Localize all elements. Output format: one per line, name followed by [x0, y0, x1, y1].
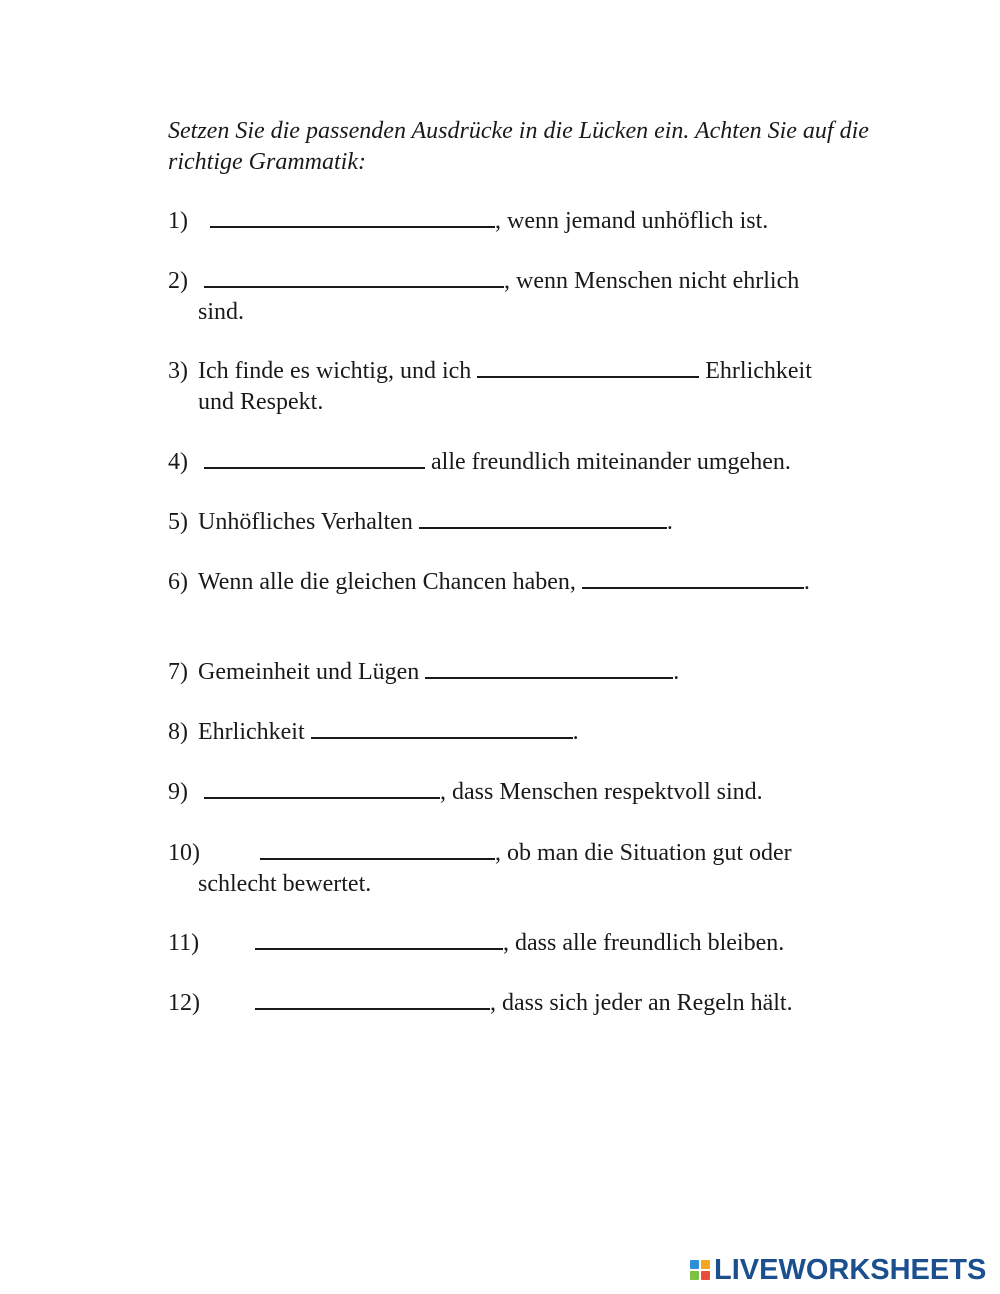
- item-number: 7): [168, 659, 188, 685]
- exercise-item-2: [168, 266, 868, 328]
- item-text-before: Unhöfliches Verhalten: [198, 509, 413, 535]
- item-text-after: .: [666, 509, 673, 535]
- exercise-item-1: [168, 206, 868, 237]
- exercise-item-4: [168, 447, 868, 478]
- logo-text: LIVEWORKSHEETS: [714, 1253, 987, 1286]
- item-number: 10): [168, 840, 200, 866]
- item-text-after: Ehrlichkeit: [705, 358, 812, 384]
- item-text-after: , dass alle freundlich bleiben.: [503, 930, 785, 956]
- item-number: 9): [168, 779, 188, 805]
- item-text-after: .: [572, 719, 579, 745]
- item-number: 4): [168, 449, 188, 475]
- item-text-before: Ich finde es wichtig, und ich: [198, 358, 472, 384]
- exercise-item-11: [168, 928, 868, 959]
- item-number: 8): [168, 719, 188, 745]
- liveworksheets-logo: [690, 1254, 986, 1286]
- item-number: 12): [168, 990, 200, 1016]
- item-number: 2): [168, 268, 188, 294]
- exercise-item-8: [168, 717, 868, 748]
- exercise-item-12: [168, 988, 868, 1019]
- item-text-before: Gemeinheit und Lügen: [198, 659, 420, 685]
- item-text-after: , dass Menschen respektvoll sind.: [440, 779, 763, 805]
- item-text-before: Ehrlichkeit: [198, 719, 305, 745]
- item-text-after: .: [673, 659, 680, 685]
- item-number: 3): [168, 358, 188, 384]
- item-text-before: Wenn alle die gleichen Chancen haben,: [198, 569, 576, 595]
- instructions: Setzen Sie die passenden Ausdrücke in die Lücken ein. Achten Sie auf die richtige Grammatik:: [168, 118, 869, 175]
- answer-blank[interactable]: [204, 447, 425, 469]
- answer-blank[interactable]: [425, 657, 673, 679]
- item-number: 1): [168, 208, 188, 234]
- item-text-after: , wenn Menschen nicht ehrlich: [504, 268, 800, 294]
- answer-blank[interactable]: [260, 838, 495, 860]
- answer-blank[interactable]: [477, 356, 699, 378]
- item-continuation: und Respekt.: [198, 389, 324, 415]
- item-text-after: alle freundlich miteinander umgehen.: [431, 449, 791, 475]
- logo-square: [701, 1271, 710, 1280]
- answer-blank[interactable]: [210, 206, 495, 228]
- item-text-after: , wenn jemand unhöflich ist.: [495, 208, 769, 234]
- answer-blank[interactable]: [419, 507, 667, 529]
- answer-blank[interactable]: [204, 777, 440, 799]
- answer-blank[interactable]: [204, 266, 504, 288]
- exercise-item-3: [168, 356, 868, 418]
- item-text-after: , dass sich jeder an Regeln hält.: [490, 990, 793, 1016]
- logo-square: [690, 1271, 699, 1280]
- item-continuation: schlecht bewertet.: [198, 871, 372, 897]
- answer-blank[interactable]: [311, 717, 573, 739]
- exercise-item-6: [168, 567, 868, 598]
- item-text-after: .: [803, 569, 810, 595]
- exercise-item-5: [168, 507, 868, 538]
- logo-square: [701, 1260, 710, 1269]
- exercise-item-7: [168, 657, 868, 688]
- liveworksheets-logo-icon: [690, 1260, 710, 1280]
- answer-blank[interactable]: [582, 567, 804, 589]
- item-number: 11): [168, 930, 200, 956]
- item-text-after: , ob man die Situation gut oder: [495, 840, 792, 866]
- logo-square: [690, 1260, 699, 1269]
- answer-blank[interactable]: [255, 988, 490, 1010]
- exercise-item-10: [168, 838, 868, 900]
- exercise-item-9: [168, 777, 868, 808]
- item-number: 5): [168, 509, 188, 535]
- answer-blank[interactable]: [255, 928, 503, 950]
- item-number: 6): [168, 569, 188, 595]
- item-continuation: sind.: [198, 299, 245, 325]
